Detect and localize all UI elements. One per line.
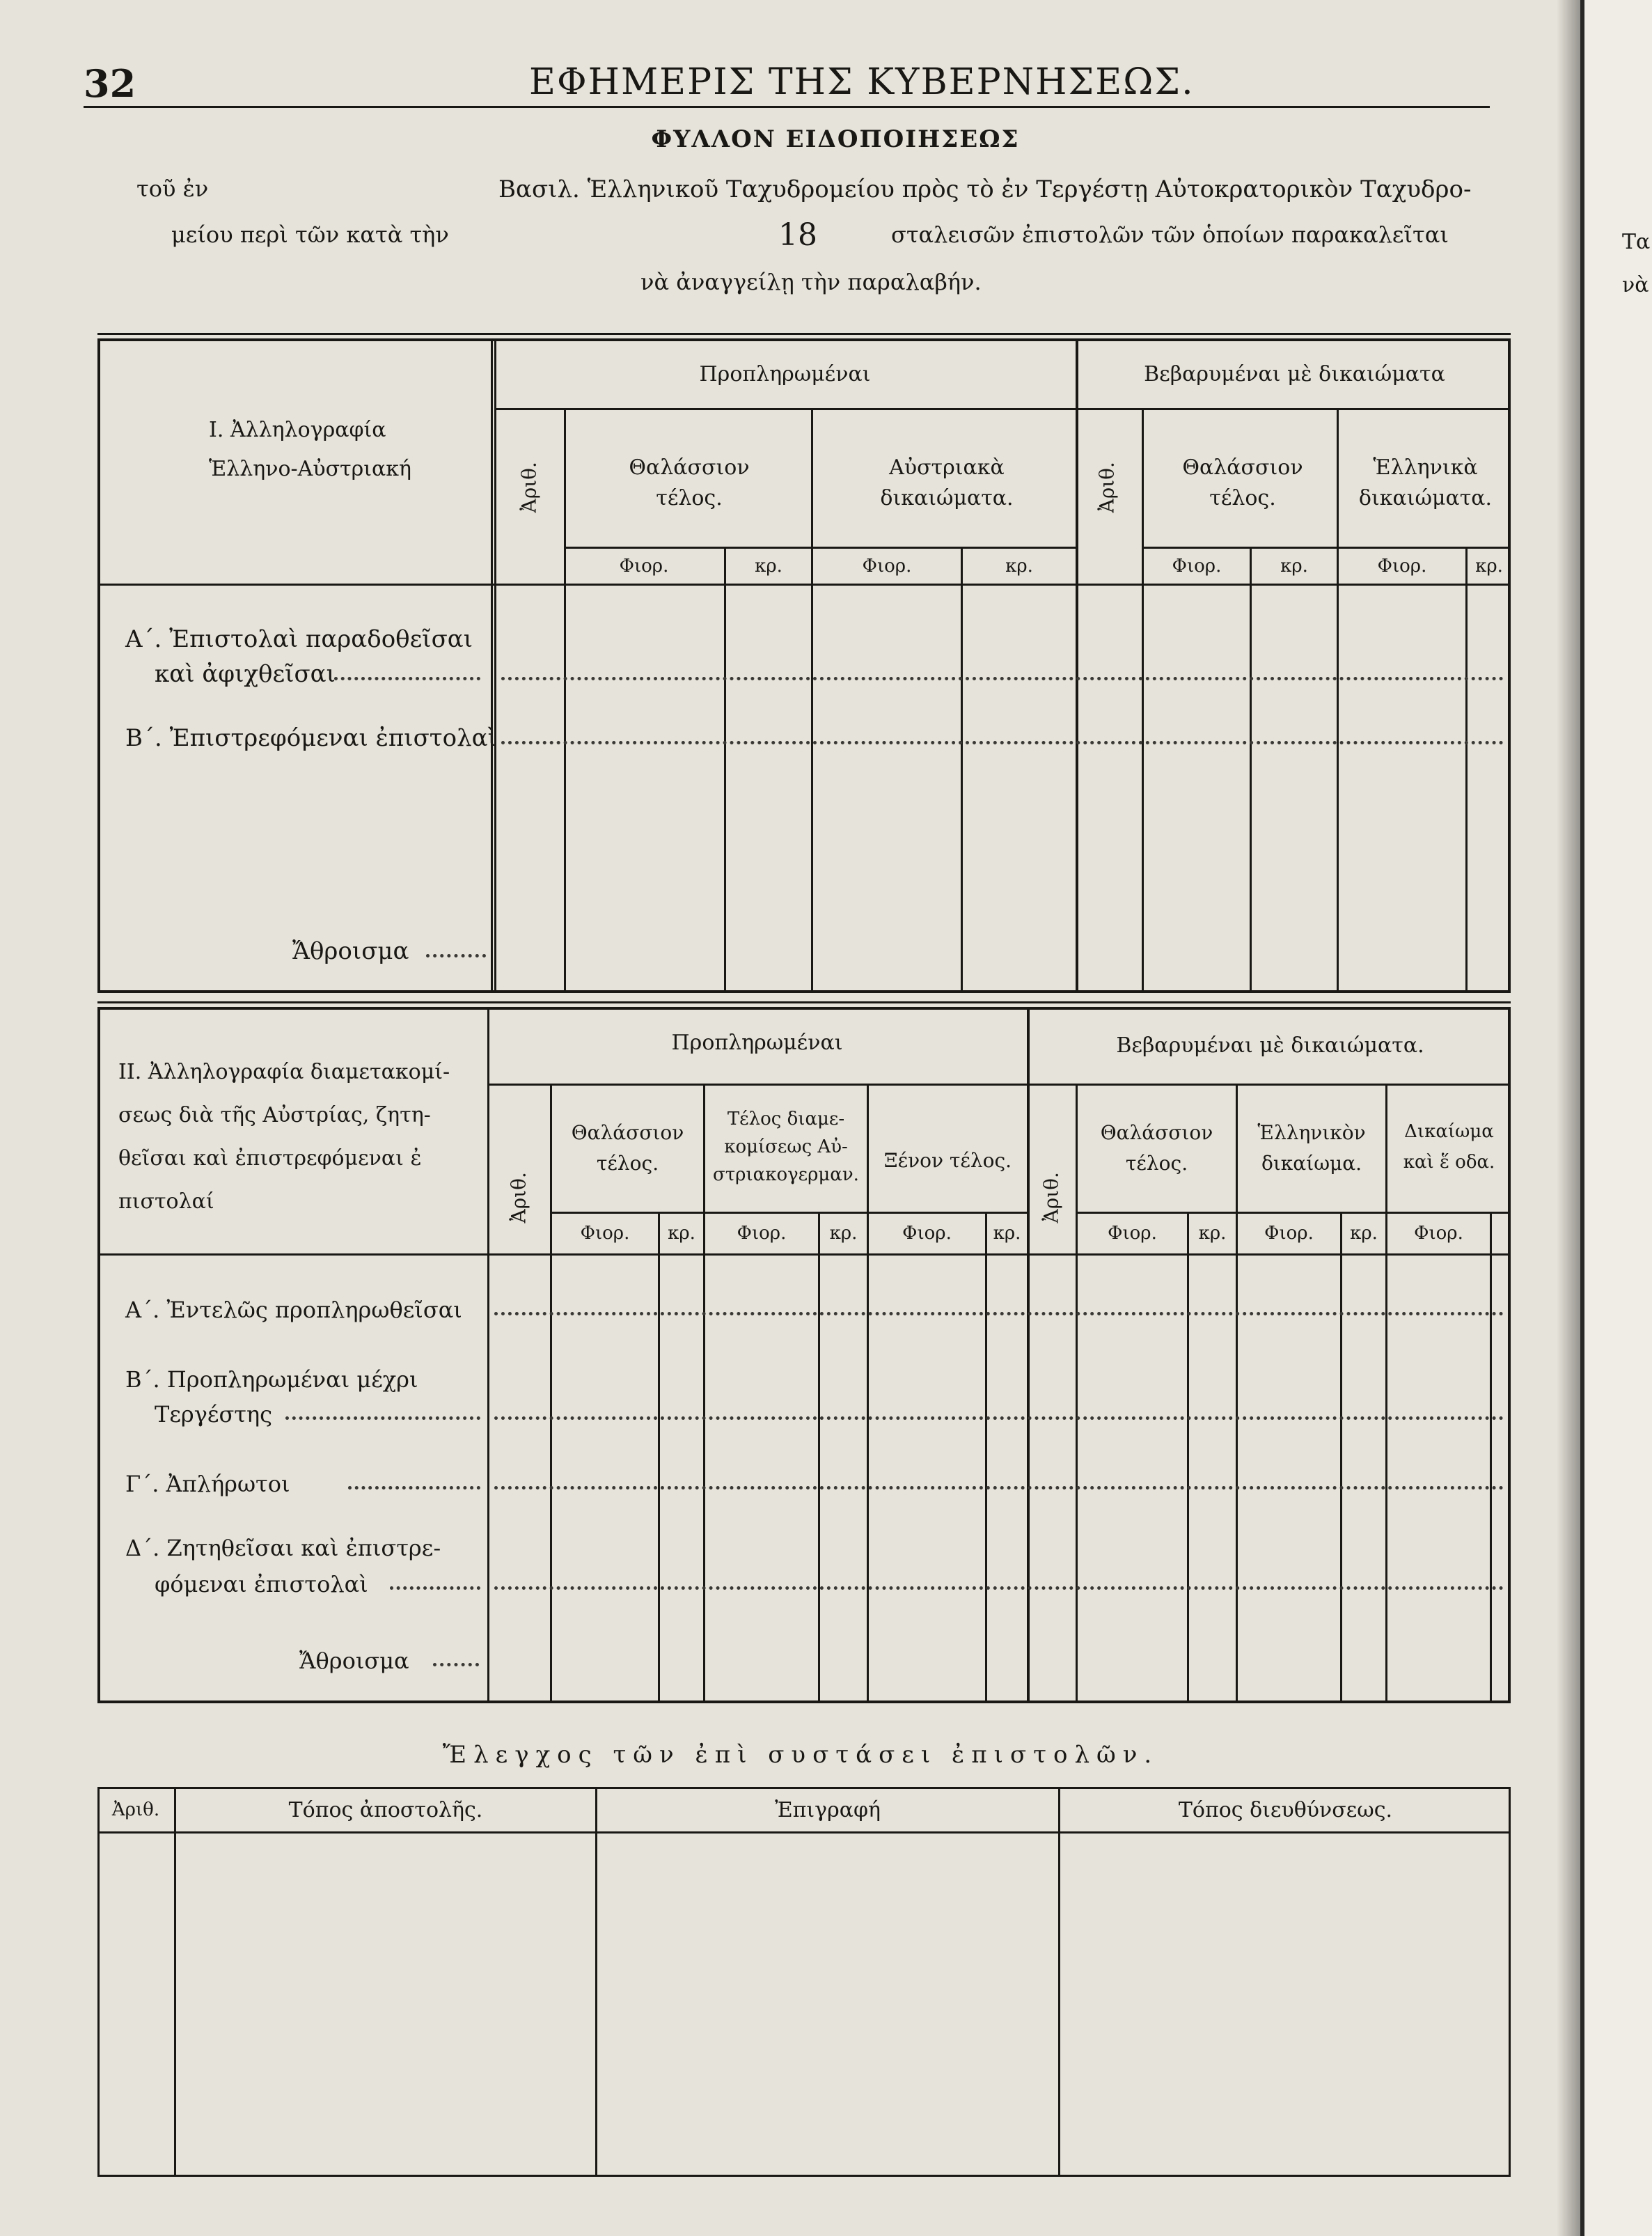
form-title: ΦΥΛΛΟΝ ΕΙΔΟΠΟΙΗΣΕΩΣ xyxy=(651,125,1020,153)
section2-col-transit-l2: κομίσεως Αὐ- xyxy=(724,1136,848,1157)
section2-hline-units-left xyxy=(550,1212,1027,1214)
page-number: 32 xyxy=(84,61,136,106)
section2-col-sea2-l1: Θαλάσσιον xyxy=(1100,1121,1213,1144)
section2-col-sea2-l2: τέλος. xyxy=(1125,1152,1188,1175)
section1-row-b: Β΄. Ἐπιστρεφόμεναι ἐπιστολαὶ xyxy=(125,724,497,752)
section2-unit-fl-1: Φιορ. xyxy=(580,1223,630,1244)
section3-vline-1 xyxy=(174,1787,176,2177)
section2-title-line2: σεως διὰ τῆς Αὐστρίας, ζητη- xyxy=(118,1103,431,1127)
section2-top-rule xyxy=(97,1001,1511,1003)
section2-row-d-leader xyxy=(390,1586,480,1590)
section2-vline-greek xyxy=(1385,1084,1387,1703)
section1-row-a-leader xyxy=(334,677,480,680)
section2-num-label: Ἀριθ. xyxy=(507,1172,530,1223)
section2-col-rights-l2: καὶ ἕ οδα. xyxy=(1403,1152,1495,1173)
section1-col-austrian: Αὐστριακὰ δικαιώματα. xyxy=(880,455,1014,510)
section1-vline-num xyxy=(564,408,566,993)
form-line2-right: σταλεισῶν ἐπιστολῶν τῶν ὁποίων παρακαλεῖται xyxy=(891,221,1449,248)
section1-hline-units-left xyxy=(564,547,1076,549)
section1-hline-units-right xyxy=(1142,547,1511,549)
section2-row-b-line2: Τεργέστης xyxy=(155,1401,273,1428)
section2-vline-transit xyxy=(867,1084,869,1703)
section1-row-a-cells xyxy=(501,677,1504,680)
form-line2-year: 18 xyxy=(778,217,817,253)
section1-divider-label-2 xyxy=(494,338,496,993)
section1-unit-fl-1: Φιορ. xyxy=(619,556,669,577)
section3-title: Ἔλεγχος τῶν ἐπὶ συστάσει ἐπιστολῶν. xyxy=(442,1741,1159,1769)
section1-vline-sea2 xyxy=(1337,408,1339,993)
section2-total: Ἄθροισμα xyxy=(299,1648,409,1674)
section3-col-destination: Τόπος διευθύνσεως. xyxy=(1178,1798,1393,1822)
section2-vline-sea-kr xyxy=(658,1212,660,1703)
section1-col-sea: Θαλάσσιον τέλος. xyxy=(629,455,750,510)
section2-prepaid-header: Προπληρωμέναι xyxy=(671,1031,843,1055)
section2-unit-kr-3: κρ. xyxy=(993,1223,1021,1244)
section2-unit-kr-2: κρ. xyxy=(829,1223,858,1244)
section1-hline-head xyxy=(97,584,1511,586)
section2-unit-fl-2: Φιορ. xyxy=(737,1223,787,1244)
section2-col-sea-l2: τέλος. xyxy=(596,1152,659,1175)
section1-vline-sea2-kr xyxy=(1250,547,1252,993)
section1-divider-groups xyxy=(1076,338,1078,993)
section2-num-label-2: Ἀριθ. xyxy=(1039,1172,1063,1223)
section2-row-c: Γ΄. Ἀπλήρωτοι xyxy=(125,1471,290,1497)
section3-hline-head xyxy=(97,1831,1511,1834)
section2-unit-fl-4: Φιορ. xyxy=(1108,1223,1157,1244)
form-line2-left: μείου περὶ τῶν κατὰ τὴν xyxy=(171,221,449,248)
section1-num-label-2: Ἀριθ. xyxy=(1095,462,1119,513)
section3-vline-3 xyxy=(1058,1787,1060,2177)
section2-col-greek-l2: δικαίωμα. xyxy=(1261,1152,1362,1175)
section2-vline-num2 xyxy=(1076,1084,1078,1703)
section1-col-sea2: Θαλάσσιον τέλος. xyxy=(1182,455,1303,510)
section1-charged-header: Βεβαρυμέναι μὲ δικαιώματα xyxy=(1144,362,1445,386)
section1-unit-kr-1: κρ. xyxy=(755,556,782,577)
section2-unit-fl-6: Φιορ. xyxy=(1414,1223,1463,1244)
section3-col-num: Ἀριθ. xyxy=(111,1799,160,1820)
section2-row-a-cells xyxy=(494,1312,1504,1315)
adjacent-page-edge xyxy=(1580,0,1652,2236)
section1-vline-greek-kr xyxy=(1465,547,1468,993)
section1-vline-aus-kr xyxy=(961,547,963,993)
section3-col-origin: Τόπος ἀποστολῆς. xyxy=(288,1798,483,1822)
section1-divider-label xyxy=(491,338,493,993)
page-gutter-shadow xyxy=(1557,0,1580,2236)
section3-table xyxy=(97,1787,1511,2177)
section1-top-rule xyxy=(97,333,1511,335)
section2-row-b-leader xyxy=(285,1416,480,1420)
section1-unit-kr-4: κρ. xyxy=(1475,556,1503,577)
adjacent-page-fragment-2: νὰ xyxy=(1622,273,1649,297)
section2-col-transit-l3: στριακογερμαν. xyxy=(713,1164,859,1185)
form-line1-left: τοῦ ἐν xyxy=(136,175,209,202)
section2-vline-rights-kr xyxy=(1490,1212,1492,1703)
section1-unit-kr-3: κρ. xyxy=(1280,556,1308,577)
section1-total: Ἄθροισμα xyxy=(292,937,409,965)
section2-col-rights-l1: Δικαίωμα xyxy=(1404,1121,1494,1142)
section1-vline-num2 xyxy=(1142,408,1144,993)
section2-hline-groups xyxy=(487,1084,1511,1086)
section1-title-line1: Ι. Ἀλληλογραφία xyxy=(209,418,386,442)
section2-row-a: Α΄. Ἐντελῶς προπληρωθεῖσαι xyxy=(125,1297,462,1323)
section1-unit-fl-3: Φιορ. xyxy=(1172,556,1222,577)
section2-unit-kr-5: κρ. xyxy=(1350,1223,1378,1244)
section2-unit-kr-4: κρ. xyxy=(1198,1223,1227,1244)
section3-col-address: Ἐπιγραφή xyxy=(775,1798,881,1822)
section1-unit-kr-2: κρ. xyxy=(1005,556,1033,577)
section2-vline-num xyxy=(550,1084,552,1703)
section1-unit-fl-4: Φιορ. xyxy=(1377,556,1427,577)
section2-col-sea-l1: Θαλάσσιον xyxy=(571,1121,684,1144)
section1-row-a-line1: Α΄. Ἐπιστολαὶ παραδοθεῖσαι xyxy=(125,625,473,653)
section2-vline-transit-kr xyxy=(818,1212,820,1703)
form-line1-main: Βασιλ. Ἑλληνικοῦ Ταχυδρομείου πρὸς τὸ ἐν Τεργέστῃ Αὐτοκρατορικὸν Ταχυδρο- xyxy=(498,175,1472,203)
section1-title-line2: Ἑλληνο-Αὐστριακή xyxy=(209,457,412,481)
gazette-title: ΕΦΗΜΕΡΙΣ ΤΗΣ ΚΥΒΕΡΝΗΣΕΩΣ. xyxy=(529,61,1195,103)
section3-vline-2 xyxy=(595,1787,597,2177)
section1-row-b-cells xyxy=(501,741,1504,744)
section2-unit-kr-1: κρ. xyxy=(668,1223,695,1244)
section2-title-line4: πιστολαί xyxy=(118,1189,214,1214)
section2-col-greek-l1: Ἑλληνικὸν xyxy=(1257,1121,1366,1144)
section2-divider-groups xyxy=(1027,1007,1030,1703)
adjacent-page-fragment-1: Τα xyxy=(1622,230,1651,254)
section1-unit-fl-2: Φιορ. xyxy=(862,556,912,577)
section2-col-transit-l1: Τέλος διαμε- xyxy=(727,1109,845,1129)
section1-total-leader xyxy=(426,954,486,957)
section2-row-b-cells xyxy=(494,1416,1504,1420)
section2-row-b-line1: Β΄. Προπληρωμέναι μέχρι xyxy=(125,1366,418,1393)
section2-divider-label xyxy=(487,1007,489,1703)
section2-col-foreign: Ξένον τέλος. xyxy=(883,1149,1012,1172)
section2-title-line3: θεῖσαι καὶ ἐπιστρεφόμεναι ἐ xyxy=(118,1146,422,1171)
section1-vline-sea xyxy=(811,408,813,993)
form-line3: νὰ ἀναγγείλῃ τὴν παραλαβήν. xyxy=(640,269,982,295)
section2-row-d-line2: φόμεναι ἐπιστολαὶ xyxy=(155,1571,368,1597)
section1-row-a-line2: καὶ ἀφιχθεῖσαι xyxy=(155,660,336,688)
section2-row-c-cells xyxy=(494,1486,1504,1490)
section2-vline-sea2-kr xyxy=(1187,1212,1189,1703)
section2-vline-sea2 xyxy=(1236,1084,1238,1703)
section2-charged-header: Βεβαρυμέναι μὲ δικαιώματα. xyxy=(1116,1033,1424,1058)
section2-title-line1: ΙΙ. Ἀλληλογραφία διαμετακομί- xyxy=(118,1060,450,1084)
section2-total-leader xyxy=(433,1663,479,1666)
section2-row-d-line1: Δ΄. Ζητηθεῖσαι καὶ ἐπιστρε- xyxy=(125,1535,441,1561)
section2-hline-units-right xyxy=(1076,1212,1511,1214)
section2-unit-fl-3: Φιορ. xyxy=(902,1223,952,1244)
header-rule xyxy=(84,106,1490,108)
section1-hline-groups xyxy=(494,408,1511,410)
section1-prepaid-header: Προπληρωμέναι xyxy=(699,362,871,386)
section1-vline-sea-kr xyxy=(724,547,726,993)
section2-vline-greek-kr xyxy=(1340,1212,1342,1703)
section2-row-c-leader xyxy=(348,1486,480,1490)
section2-hline-head xyxy=(97,1253,1511,1256)
section1-num-label: Ἀριθ. xyxy=(517,462,541,513)
section2-unit-fl-5: Φιορ. xyxy=(1264,1223,1314,1244)
section1-col-greek: Ἑλληνικὰ δικαιώματα. xyxy=(1358,455,1493,510)
section2-vline-foreign-kr xyxy=(985,1212,987,1703)
section2-row-d-cells xyxy=(494,1586,1504,1590)
